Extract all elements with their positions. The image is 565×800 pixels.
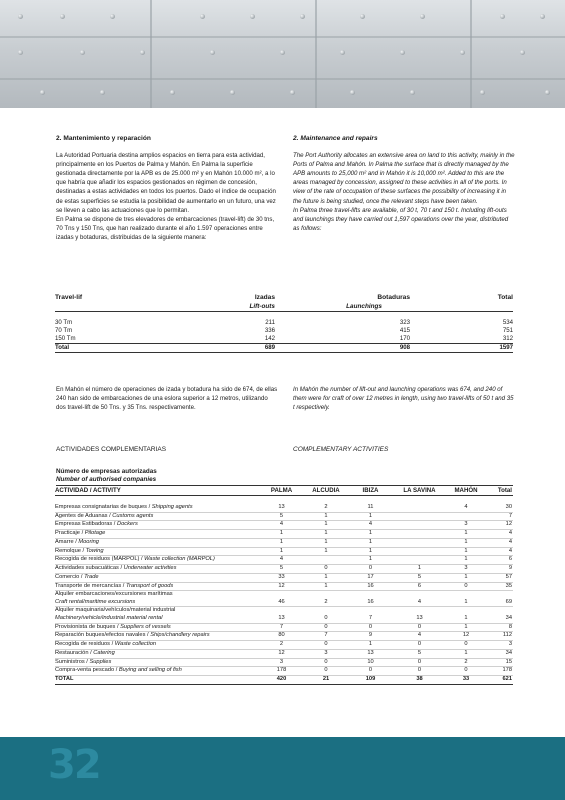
activity-label-es: Agentes de Aduanas	[55, 512, 108, 519]
table-row: 70 Tm 336 415 751	[55, 326, 513, 334]
cell-value	[392, 538, 447, 547]
activity-label-en: Dockers	[116, 521, 138, 528]
activity-label-en: Waste collection	[114, 641, 157, 648]
table-row	[55, 530, 513, 539]
table-row	[55, 504, 513, 512]
activity-label-es: Recogida de residuos (MARPOL)	[55, 556, 140, 563]
activity-label-en: Machinery/vehicle/industrial material rental	[55, 615, 163, 622]
total-label: TOTAL	[55, 676, 260, 685]
rivet-decoration	[18, 14, 23, 19]
activity-label-es: Empresas Estibadoras	[55, 521, 113, 528]
activity-label-en: Transport of goods	[125, 582, 174, 589]
cell-value: 1	[447, 538, 485, 547]
table-row	[55, 641, 513, 650]
cell-value: 0	[447, 582, 485, 591]
cell-value	[303, 556, 349, 565]
cell-value	[392, 556, 447, 565]
cell-value: 6	[485, 556, 513, 565]
activity-label-en: Buying and selling of fish	[118, 667, 182, 674]
cell-value	[392, 504, 447, 512]
cell-value: 4	[260, 521, 303, 530]
activity-label-es: Reparación buques/efectos navales	[55, 632, 146, 639]
cell-value: 34	[485, 649, 513, 658]
cell-value: 0	[303, 641, 349, 650]
rivet-decoration	[140, 50, 145, 55]
table-row	[55, 658, 513, 667]
rivet-decoration	[200, 14, 205, 19]
total-value: 109	[349, 676, 392, 685]
cell-value: 1	[447, 649, 485, 658]
rivet-decoration	[18, 50, 23, 55]
rivet-decoration	[290, 90, 295, 95]
companies-title	[56, 468, 513, 486]
rivet-decoration	[210, 50, 215, 55]
cell-value: 0	[447, 667, 485, 676]
cell-value: 13	[260, 504, 303, 512]
cell-value: 1	[447, 547, 485, 556]
cell-value: 1	[349, 547, 392, 556]
header-photo-metal-hull	[0, 0, 565, 108]
activity-label-en: Pilotage	[84, 530, 106, 537]
cell-value: 1	[447, 573, 485, 582]
cell-value: 2	[303, 591, 349, 607]
activity-label: Remolque / Towing	[55, 547, 260, 556]
section-title-en: 2. Maintenance and repairs	[293, 135, 378, 142]
activity-label: Agentes de Aduanas / Customs agents	[55, 512, 260, 521]
rivet-decoration	[360, 14, 365, 19]
activity-label: Comercio / Trade	[55, 573, 260, 582]
total-row: Total 689 908 1597	[55, 343, 513, 351]
activity-label: Compra-venta pescado / Buying and selling of fish	[55, 667, 260, 676]
table-row: 30 Tm 211 323 534	[55, 319, 513, 326]
rivet-decoration	[40, 90, 45, 95]
activity-label-en: Trade	[84, 573, 99, 580]
cell-value: 10	[349, 658, 392, 667]
cell-value: 3	[260, 658, 303, 667]
cell-value: 80	[260, 632, 303, 641]
companies-title-en: Number of authorised companies	[56, 476, 513, 485]
travel-lift-table	[55, 293, 513, 353]
activity-label-es: Empresas consignatarias de buques	[55, 503, 148, 510]
activity-label-en: Catering	[93, 649, 115, 656]
activity-label: Empresas Estibadoras / Dockers	[55, 521, 260, 530]
activity-label: Recogida de residuos / Waste collection	[55, 641, 260, 650]
cell-value: 33	[260, 573, 303, 582]
activity-label-en: Towing	[85, 547, 104, 554]
cell-value: 0	[303, 565, 349, 574]
table-row	[55, 512, 513, 521]
activity-label: Reparación buques/efectos navales / Ships/chandlery repairs	[55, 632, 260, 641]
cell-value: 1	[260, 538, 303, 547]
cell-value: 30	[485, 504, 513, 512]
cell-value: 1	[447, 623, 485, 632]
cell-value: 69	[485, 591, 513, 607]
cell-value	[392, 530, 447, 539]
rivet-decoration	[350, 90, 355, 95]
cell-value: 1	[392, 565, 447, 574]
column-header: MAHÓN	[447, 486, 485, 495]
maintenance-section-en	[293, 134, 515, 233]
table-row	[55, 623, 513, 632]
activities-table	[55, 486, 513, 685]
activity-label: Suministros / Supplies	[55, 658, 260, 667]
cell-value: 7	[260, 623, 303, 632]
cell-value: 7	[349, 607, 392, 623]
activity-label-es: Suministros	[55, 658, 85, 665]
cell-value: 0	[392, 623, 447, 632]
cell-value: 0	[447, 641, 485, 650]
cell-value: 6	[392, 582, 447, 591]
col-total: Total	[497, 293, 513, 301]
cell-value: 16	[349, 582, 392, 591]
cell-value: 1	[447, 591, 485, 607]
cell-value: 46	[260, 591, 303, 607]
cell-value: 1	[303, 547, 349, 556]
activity-label-en: Waste collection (MARPOL)	[144, 556, 215, 563]
paragraph-en-1: The Port Authority allocates an extensive area on land to this activity, mainly in the Ports of Palma and Mahón. In Palma the surface that is directly managed by the APB amounts to 25,000 m² and in Mahón it is 10,000 m². Added to this are the areas managed by concession, assigned to these activities in all of the ports. In view of the rate of occupation of these surfaces the possibility of increasing it in the future is being studied, once the relevant steps have been taken.	[293, 152, 515, 205]
col-izadas: Izadas	[254, 293, 275, 301]
rivet-decoration	[500, 14, 505, 19]
activity-label-es: Compra-venta pescado	[55, 667, 115, 674]
cell-value: 57	[485, 573, 513, 582]
rivet-decoration	[460, 50, 465, 55]
paragraph-es-1: La Autoridad Portuaria destina amplios espacios en tierra para esta actividad, principalmente en los Puertos de Palma y Mahón. En Palma la superficie gestionada directamente por la APB es de 25.000 m² y en Mahón 10.000 m², a lo que habría que añadir los espacios gestionados en régimen de concesión, destinadas a estas actividades en todos los puertos. Dado el índice de ocupación de estas superficies se estudia la posibilidad de aumentarlo en un futuro, una vez se lleven a cabo las actuaciones que lo permitan.	[56, 152, 276, 214]
cell-value: 1	[349, 530, 392, 539]
cell-value: 11	[349, 504, 392, 512]
cell-value: 0	[303, 607, 349, 623]
cell-value: 1	[447, 607, 485, 623]
total-value: 33	[447, 676, 485, 685]
activity-label: Provisionista de buques / Suppliers of vessels	[55, 623, 260, 632]
table-row: 150 Tm 142 170 312	[55, 334, 513, 342]
column-header: LA SAVINA	[392, 486, 447, 495]
cell-value: 7	[303, 632, 349, 641]
travel-table-header	[55, 293, 513, 302]
cell-value: 0	[349, 623, 392, 632]
cell-value: 4	[485, 547, 513, 556]
col-botaduras: Botaduras	[377, 293, 410, 301]
maintenance-section-es	[56, 134, 278, 242]
cell-value: 1	[303, 573, 349, 582]
table-row	[55, 538, 513, 547]
table-row	[55, 547, 513, 556]
activity-label-es: Alquiler maquinaria/vehículos/material industrial	[55, 607, 176, 614]
rivet-decoration	[280, 50, 285, 55]
rivet-decoration	[340, 50, 345, 55]
cell-value: 0	[392, 641, 447, 650]
activity-label	[55, 591, 260, 607]
complementary-title-es: ACTIVIDADES COMPLEMENTARIAS	[56, 446, 167, 453]
column-header: ALCUDIA	[303, 486, 349, 495]
cell-value	[447, 512, 485, 521]
cell-value: 17	[349, 573, 392, 582]
column-header: Total	[485, 486, 513, 495]
cell-value: 4	[485, 538, 513, 547]
cell-value: 1	[260, 530, 303, 539]
cell-value: 4	[485, 530, 513, 539]
activity-label-en: Suppliers of vessels	[120, 623, 171, 630]
cell-value: 0	[349, 565, 392, 574]
activity-label-es: Transporte de mercancías	[55, 582, 122, 589]
cell-value: 13	[260, 607, 303, 623]
page-number: 32	[48, 742, 100, 788]
cell-value: 9	[349, 632, 392, 641]
mahon-paragraph-en: In Mahón the number of lift-out and launching operations was 674, and 240 of them were for craft of over 12 metres in length, using two travel-lifts of 50 t and 35 t respectively.	[293, 386, 514, 412]
rivet-decoration	[540, 14, 545, 19]
activity-label-es: Recogida de residuos	[55, 641, 111, 648]
cell-value: 13	[392, 607, 447, 623]
activity-label-es: Provisionista de buques	[55, 623, 116, 630]
activity-label-en: Supplies	[89, 658, 112, 665]
complementary-title-en: COMPLEMENTARY ACTIVITIES	[293, 446, 389, 453]
cell-value: 4	[447, 504, 485, 512]
cell-value: 0	[392, 667, 447, 676]
column-header: ACTIVIDAD / ACTIVITY	[55, 486, 260, 495]
cell-value: 15	[485, 658, 513, 667]
column-header: IBIZA	[349, 486, 392, 495]
cell-value	[392, 521, 447, 530]
activity-label: Amarre / Mooring	[55, 538, 260, 547]
activity-label: Recogida de residuos (MARPOL) / Waste collection (MARPOL)	[55, 556, 260, 565]
activity-label-es: Alquiler embarcaciones/excursiones marítimas	[55, 591, 173, 598]
total-row	[55, 676, 513, 685]
rivet-decoration	[300, 14, 305, 19]
cell-value: 2	[303, 504, 349, 512]
cell-value: 16	[349, 591, 392, 607]
activity-label-es: Actividades subacuáticas	[55, 565, 119, 572]
col-lift-outs: Lift-outs	[165, 302, 275, 312]
activity-label-en: Underwater activities	[123, 565, 177, 572]
cell-value: 1	[447, 530, 485, 539]
activity-label-es: Comercio	[55, 573, 80, 580]
cell-value: 1	[303, 582, 349, 591]
rivet-decoration	[60, 14, 65, 19]
cell-value: 3	[303, 649, 349, 658]
cell-value: 5	[392, 649, 447, 658]
table-row	[55, 556, 513, 565]
cell-value: 0	[392, 658, 447, 667]
activity-label-es: Amarre	[55, 538, 74, 545]
rivet-decoration	[520, 50, 525, 55]
rivet-decoration	[110, 14, 115, 19]
activity-label-en: Shipping agents	[151, 503, 193, 510]
cell-value: 178	[485, 667, 513, 676]
cell-value: 34	[485, 607, 513, 623]
col-launchings: Launchings	[275, 302, 410, 312]
cell-value: 4	[392, 591, 447, 607]
total-value: 38	[392, 676, 447, 685]
cell-value: 4	[392, 632, 447, 641]
cell-value: 3	[485, 641, 513, 650]
activity-label: Empresas consignatarias de buques / Shipping agents	[55, 504, 260, 512]
cell-value: 8	[485, 623, 513, 632]
cell-value: 1	[303, 512, 349, 521]
table-row	[55, 573, 513, 582]
cell-value: 1	[303, 538, 349, 547]
cell-value: 3	[447, 521, 485, 530]
cell-value: 1	[349, 641, 392, 650]
table-row	[55, 632, 513, 641]
cell-value: 1	[349, 538, 392, 547]
activity-label: Transporte de mercancías / Transport of goods	[55, 582, 260, 591]
rivet-decoration	[410, 90, 415, 95]
total-value: 420	[260, 676, 303, 685]
cell-value: 35	[485, 582, 513, 591]
rivet-decoration	[545, 90, 550, 95]
cell-value: 0	[303, 667, 349, 676]
cell-value: 178	[260, 667, 303, 676]
cell-value: 5	[392, 573, 447, 582]
cell-value: 12	[260, 649, 303, 658]
cell-value: 0	[349, 667, 392, 676]
cell-value: 2	[260, 641, 303, 650]
rivet-decoration	[250, 14, 255, 19]
cell-value: 5	[260, 512, 303, 521]
cell-value: 3	[447, 565, 485, 574]
cell-value: 1	[303, 530, 349, 539]
rivet-decoration	[420, 14, 425, 19]
section-title-es: 2. Mantenimiento y reparación	[56, 135, 151, 142]
cell-value: 1	[349, 556, 392, 565]
table-row	[55, 521, 513, 530]
rivet-decoration	[170, 90, 175, 95]
activities-header	[55, 486, 513, 495]
cell-value: 1	[447, 556, 485, 565]
cell-value: 5	[260, 565, 303, 574]
cell-value: 0	[303, 658, 349, 667]
activity-label-es: Remolque	[55, 547, 81, 554]
col-travel-lift: Travel-lif	[55, 293, 83, 301]
table-row	[55, 582, 513, 591]
cell-value	[392, 547, 447, 556]
table-row	[55, 649, 513, 658]
cell-value: 0	[303, 623, 349, 632]
activity-label-en: Mooring	[78, 538, 99, 545]
cell-value: 12	[485, 521, 513, 530]
rivet-decoration	[80, 50, 85, 55]
cell-value: 7	[485, 512, 513, 521]
paragraph-en-2: In Palma three travel-lifts are available, of 30 t, 70 t and 150 t. Including lift-outs and launchings they have carried out 1,597 operations over the year, distributed as follows:	[293, 206, 509, 232]
cell-value: 12	[447, 632, 485, 641]
cell-value: 12	[260, 582, 303, 591]
rivet-decoration	[100, 90, 105, 95]
table-row	[55, 591, 513, 607]
rivet-decoration	[480, 90, 485, 95]
companies-title-es: Número de empresas autorizadas	[56, 468, 157, 475]
cell-value: 4	[349, 521, 392, 530]
mahon-paragraph-es: En Mahón el número de operaciones de izada y botadura ha sido de 674, de ellas 240 han sido de embarcaciones de una eslora superior a 12 metros, utilizando dos travel-lift de 50 Tns. y 35 Tns. respectivamente.	[56, 386, 278, 412]
cell-value: 9	[485, 565, 513, 574]
cell-value: 112	[485, 632, 513, 641]
cell-value	[392, 512, 447, 521]
rivet-decoration	[400, 50, 405, 55]
activity-label	[55, 607, 260, 623]
activity-label-es: Practicaje	[55, 530, 80, 537]
table-row	[55, 667, 513, 676]
cell-value: 13	[349, 649, 392, 658]
rivet-decoration	[230, 90, 235, 95]
column-header: PALMA	[260, 486, 303, 495]
activity-label-en: Craft rental/maritime excursions	[55, 598, 136, 605]
total-value: 21	[303, 676, 349, 685]
travel-table-header-en	[55, 302, 513, 312]
table-row	[55, 565, 513, 574]
table-row	[55, 607, 513, 623]
total-value: 621	[485, 676, 513, 685]
activity-label-en: Ships/chandlery repairs	[150, 632, 210, 639]
paragraph-es-2: En Palma se dispone de tres elevadores de embarcaciones (travel-lift) de 30 tns, 70 Tns y 150 Tns, que han realizado durante el año 1.597 operaciones entre izadas y botaduras, distribuidas de la siguiente manera:	[56, 215, 275, 241]
cell-value: 4	[260, 556, 303, 565]
activity-label: Actividades subacuáticas / Underwater activities	[55, 565, 260, 574]
cell-value: 2	[447, 658, 485, 667]
cell-value: 1	[260, 547, 303, 556]
activity-label-en: Customs agents	[112, 512, 154, 519]
activity-label-es: Restauración	[55, 649, 89, 656]
cell-value: 1	[303, 521, 349, 530]
cell-value: 1	[349, 512, 392, 521]
activity-label: Restauración / Catering	[55, 649, 260, 658]
activity-label: Practicaje / Pilotage	[55, 530, 260, 539]
